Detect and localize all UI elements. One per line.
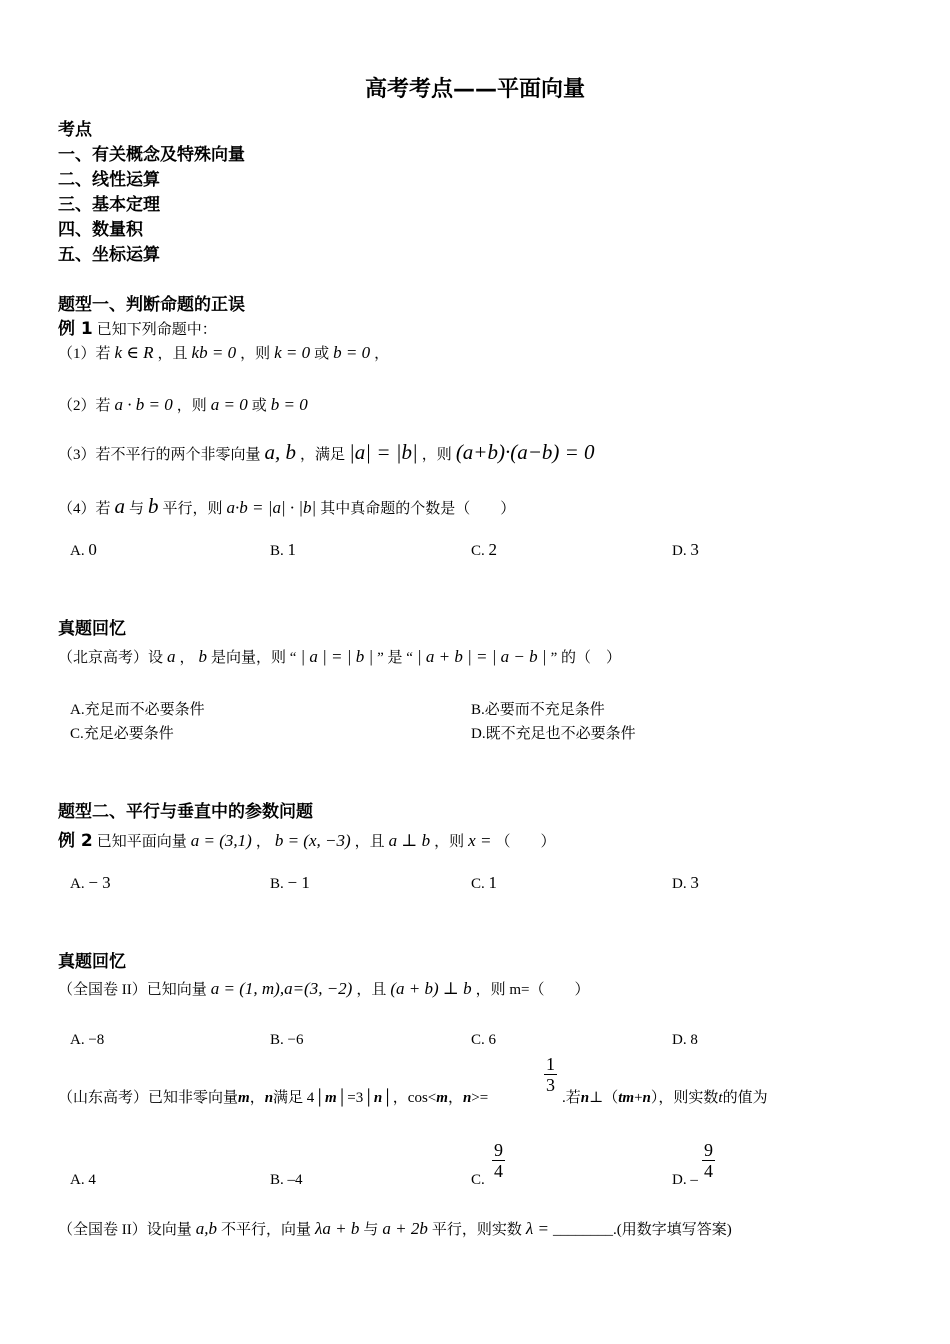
math: (a + b) ⊥ b <box>390 979 472 998</box>
math: tm <box>618 1090 635 1106</box>
proposition-3 <box>58 440 595 465</box>
text: （4）若 <box>58 501 111 517</box>
option-label: A. <box>70 543 85 559</box>
math: k ∈ R <box>114 343 154 362</box>
numerator: 1 <box>546 1054 555 1074</box>
math: a ⊥ b <box>388 831 431 850</box>
math: b = 0 <box>333 343 371 362</box>
option-label: C. <box>471 543 485 559</box>
section-heading-type2: 题型二、平行与垂直中的参数问题 <box>58 802 313 822</box>
text: 的值为 <box>722 1090 768 1106</box>
math: b <box>148 494 159 518</box>
option-d[interactable]: D. 8 <box>672 1032 698 1048</box>
text: + <box>634 1090 643 1106</box>
denominator: 4 <box>494 1161 503 1181</box>
proposition-2 <box>58 394 308 415</box>
numerator: 9 <box>494 1140 503 1160</box>
numerator: 9 <box>704 1140 713 1160</box>
example-stem-text: 已知下列命题中： <box>96 322 217 338</box>
text: 或 <box>251 398 267 414</box>
option-c[interactable]: C. <box>471 1172 485 1188</box>
outline-item: 一、有关概念及特殊向量 <box>58 145 245 165</box>
math: a = (3,1) <box>190 831 252 850</box>
math: λa + b <box>315 1219 360 1238</box>
text: ， <box>179 650 195 666</box>
text: 平行，则实数 <box>431 1222 522 1238</box>
section-heading-recall: 真题回忆 <box>58 619 126 639</box>
section-heading-type1: 题型一、判断命题的正误 <box>58 295 245 315</box>
math: b = (x, −3) <box>274 831 351 850</box>
option-c[interactable]: C.充足必要条件 <box>70 726 174 742</box>
text: │=3│ <box>336 1090 374 1106</box>
math: b <box>198 647 208 666</box>
math: m <box>436 1090 448 1106</box>
math: a <box>167 647 176 666</box>
text: ，且 <box>356 982 387 998</box>
math: | a + b | = | a − b | <box>416 647 547 666</box>
option-c[interactable]: C. 6 <box>471 1032 497 1048</box>
math: n <box>373 1090 383 1106</box>
math: m <box>238 1090 250 1106</box>
option-a[interactable] <box>70 873 111 893</box>
denominator: 4 <box>704 1161 713 1181</box>
text: 已知平面向量 <box>96 834 187 850</box>
text: ，且 <box>157 346 188 362</box>
text: ， <box>255 834 271 850</box>
text: │，cos< <box>382 1090 437 1106</box>
text: （全国卷 II）设向量 <box>58 1222 192 1238</box>
option-value: 0 <box>88 540 97 559</box>
text: ， <box>249 1090 265 1106</box>
text: 是向量，则 “ <box>211 650 297 666</box>
math: n <box>642 1090 651 1106</box>
option-a[interactable]: A.充足而不必要条件 <box>70 702 205 718</box>
text: ，则 <box>434 834 465 850</box>
denominator: 3 <box>546 1075 555 1095</box>
recall1-question <box>58 646 621 667</box>
proposition-4 <box>58 494 515 519</box>
math: n <box>580 1090 590 1106</box>
option-value: 3 <box>690 540 699 559</box>
text: 其中真命题的个数是（ ） <box>320 501 516 517</box>
math: a = (1, m),a=(3, −2) <box>210 979 353 998</box>
text: ，则 m=（ ） <box>475 982 590 998</box>
option-d[interactable]: D.既不充足也不必要条件 <box>471 726 636 742</box>
text: （北京高考）设 <box>58 650 164 666</box>
option-b[interactable]: B. –4 <box>270 1172 303 1188</box>
text: （山东高考）已知非零向量 <box>58 1090 239 1106</box>
fraction <box>702 1140 715 1181</box>
section-heading-recall: 真题回忆 <box>58 952 126 972</box>
math: m <box>324 1090 337 1106</box>
option-label: B. <box>270 543 284 559</box>
option-b[interactable] <box>270 873 310 893</box>
option-b[interactable]: B.必要而不充足条件 <box>471 702 605 718</box>
math: a <box>114 494 126 518</box>
option-c[interactable] <box>471 540 497 560</box>
outline-item: 五、坐标运算 <box>58 245 160 265</box>
option-value: 3 <box>690 873 699 892</box>
option-value: 1 <box>488 873 498 892</box>
option-label: C. <box>471 876 485 892</box>
math: a + 2b <box>382 1219 428 1238</box>
text: （3）若不平行的两个非零向量 <box>58 447 261 463</box>
option-value: 2 <box>488 540 498 559</box>
math: |a| = |b| <box>349 440 418 464</box>
outline-item: 二、线性运算 <box>58 170 160 190</box>
option-label: A. <box>70 876 85 892</box>
text: ，则 <box>240 346 271 362</box>
proposition-1 <box>58 342 389 363</box>
math: t <box>718 1090 723 1106</box>
text: ，且 <box>354 834 385 850</box>
recall2-question-2-tail <box>562 1086 768 1107</box>
math: a,b <box>195 1219 217 1238</box>
option-d[interactable] <box>672 873 699 893</box>
math: (a+b)·(a−b) = 0 <box>455 440 595 464</box>
text: ⊥（ <box>589 1090 619 1106</box>
option-d[interactable]: D. – <box>672 1172 698 1188</box>
option-label: B. <box>270 876 284 892</box>
text: ），则实数 <box>650 1090 719 1106</box>
option-label: D. <box>672 543 687 559</box>
page-title: 高考考点——平面向量 <box>364 77 585 102</box>
text: 或 <box>314 346 330 362</box>
option-d[interactable] <box>672 540 699 560</box>
math: b = 0 <box>270 395 308 414</box>
text: ，满足 <box>300 447 346 463</box>
text: （全国卷 II）已知向量 <box>58 982 207 998</box>
fraction <box>544 1054 557 1095</box>
math: n <box>264 1090 274 1106</box>
option-a[interactable]: A. 4 <box>70 1172 96 1188</box>
option-label: D. <box>672 876 687 892</box>
math: k = 0 <box>274 343 311 362</box>
recall2-question-1 <box>58 978 590 999</box>
text: ” 的（ ） <box>550 650 621 666</box>
math: kb = 0 <box>191 343 237 362</box>
text: ， <box>447 1090 463 1106</box>
text: 不平行，向量 <box>221 1222 312 1238</box>
option-a[interactable] <box>70 540 97 560</box>
math: a = 0 <box>210 395 248 414</box>
example1-stem <box>58 314 217 339</box>
math: a, b <box>264 440 297 464</box>
fraction <box>492 1140 505 1181</box>
text: ，则 <box>421 447 452 463</box>
recall2-question-3 <box>58 1218 732 1239</box>
text: .若 <box>562 1090 581 1106</box>
option-value: − 3 <box>88 873 111 892</box>
text: ， <box>374 346 390 362</box>
text: （1）若 <box>58 346 111 362</box>
math: x = <box>468 831 492 850</box>
text: 与 <box>129 501 145 517</box>
text: （2）若 <box>58 398 111 414</box>
option-c[interactable] <box>471 873 497 893</box>
option-b[interactable]: B. −6 <box>270 1032 304 1048</box>
example-label: 例 1 <box>58 319 93 339</box>
option-b[interactable] <box>270 540 296 560</box>
example-label: 例 2 <box>58 831 93 851</box>
outline-item: 四、数量积 <box>58 220 143 240</box>
recall2-question-2 <box>58 1086 488 1107</box>
text: 与 <box>363 1222 379 1238</box>
text: 平行，则 <box>162 501 223 517</box>
text: 满足 4│ <box>273 1090 325 1106</box>
option-value: − 1 <box>287 873 310 892</box>
text: ，则 <box>176 398 207 414</box>
math: a·b = |a| · |b| <box>226 498 317 517</box>
text: >= <box>471 1090 489 1106</box>
text: ” 是 “ <box>377 650 413 666</box>
math: a · b = 0 <box>114 395 173 414</box>
answer-blank[interactable]: ________.(用数字填写答案) <box>552 1222 732 1238</box>
option-value: 1 <box>287 540 297 559</box>
option-a[interactable]: A. −8 <box>70 1032 105 1048</box>
math: n <box>462 1090 472 1106</box>
outline-heading: 考点 <box>58 120 92 140</box>
outline-item: 三、基本定理 <box>58 195 160 215</box>
math: | a | = | b | <box>300 647 374 666</box>
example2-question <box>58 826 555 851</box>
math: λ = <box>525 1219 549 1238</box>
text: （ ） <box>495 834 556 850</box>
